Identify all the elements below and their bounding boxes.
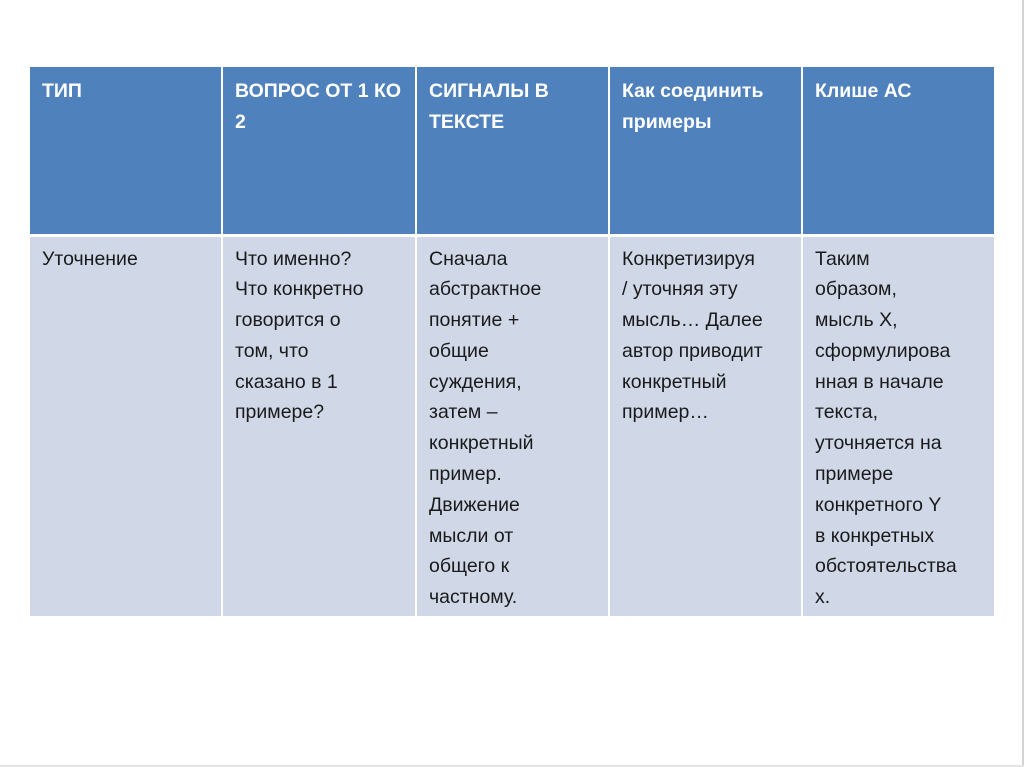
header-how-to-connect: Как соединить примеры (609, 67, 802, 235)
cell-line: конкретного Y (815, 493, 942, 516)
cell-cliche (802, 235, 994, 616)
cell-line: текста, (815, 401, 879, 424)
cell-line: частному. (429, 586, 518, 609)
cell-line: мысли от (429, 524, 514, 547)
cell-line: Таким (815, 247, 870, 270)
cell-line: мысль… Далее (622, 309, 763, 332)
cell-line: / уточняя эту (622, 278, 738, 301)
cell-line: Что именно? (235, 247, 352, 270)
cell-question (222, 235, 416, 616)
cell-signals (416, 235, 609, 616)
cell-line: Движение (429, 493, 520, 516)
cell-line: понятие + (429, 309, 520, 332)
cell-line: том, что (235, 339, 309, 362)
cell-line: суждения, (429, 370, 522, 393)
cell-line: затем – (429, 401, 498, 424)
table-header-row (30, 67, 994, 235)
cell-line: обстоятельства (815, 555, 957, 578)
cell-line: мысль X, (815, 309, 898, 332)
cell-line: общие (429, 339, 489, 362)
cell-line: автор приводит (622, 339, 763, 362)
cell-line: уточняется на (815, 432, 942, 455)
cell-line: конкретный (622, 370, 727, 393)
comparison-table (30, 67, 994, 616)
cell-line: пример… (622, 401, 709, 424)
cell-line: Конкретизируя (622, 247, 755, 270)
cell-line: х. (815, 586, 831, 609)
cell-line: пример. (429, 463, 502, 486)
cell-line: примере? (235, 401, 325, 424)
cell-line: конкретный (429, 432, 534, 455)
cell-line: Что конкретно (235, 278, 364, 301)
cell-type (30, 235, 222, 616)
header-cliche: Клише АС (802, 67, 994, 235)
cell-line: говорится о (235, 309, 341, 332)
header-type: ТИП (30, 67, 222, 235)
cell-line: общего к (429, 555, 510, 578)
cell-line: примере (815, 463, 894, 486)
cell-line: сформулирова (815, 339, 951, 362)
table-row (30, 235, 994, 616)
cell-line: Уточнение (42, 247, 138, 270)
cell-line: образом, (815, 278, 897, 301)
header-signals: СИГНАЛЫ В ТЕКСТЕ (416, 67, 609, 235)
cell-line: абстрактное (429, 278, 542, 301)
cell-line: в конкретных (815, 524, 935, 547)
cell-line: сказано в 1 (235, 370, 338, 393)
cell-line: Сначала (429, 247, 508, 270)
header-question: ВОПРОС ОТ 1 КО 2 (222, 67, 416, 235)
cell-how-to-connect (609, 235, 802, 616)
cell-line: нная в начале (815, 370, 944, 393)
